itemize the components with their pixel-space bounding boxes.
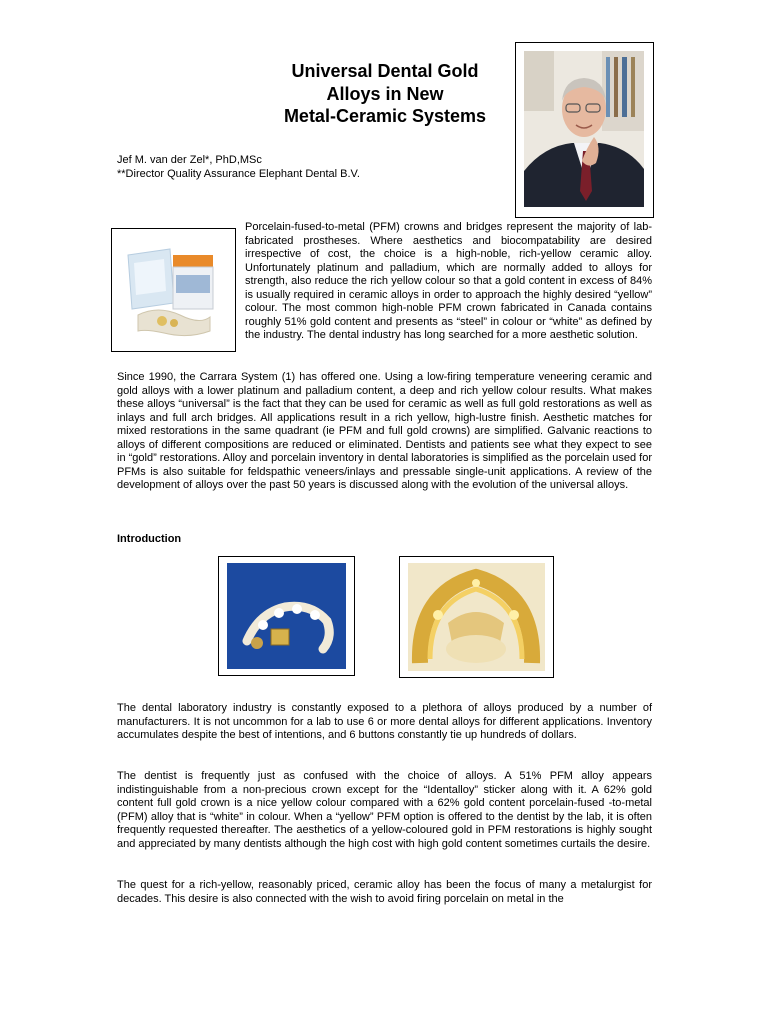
ceramic-crowns-on-blue-photo [227,563,346,669]
author-block [117,153,360,181]
body-paragraph-3: The dental laboratory industry is constantly exposed to a plethora of alloys produced by a number of manufacturers. It is not uncommon for a lab to use 6 or more dental alloys for different applications. Inventory accumulates despite the best of intentions, and 6 buttons constantly tie up hundreds of dollars. [117,702,652,741]
product-figure-frame [111,228,236,352]
author-affiliation: **Director Quality Assurance Elephant Dental B.V. [117,168,360,180]
title-line-3: Metal-Ceramic Systems [283,106,487,126]
intro-paragraph-2: Since 1990, the Carrara System (1) has offered one. Using a low-firing temperature veneering ceramic and gold alloys with a lower platinum and palladium content, a deep and rich yellow colour results. What makes these alloys “universal” is the fact that they can be used for ceramic as well as full gold restorations as well as inlays and full arch bridges. All applications result in a rich yellow, high-lustre finish. Aesthetic matches for mixed restorations in the same quadrant (ie PFM and full gold crowns) are simplified. Galvanic reactions to alloys of different compositions are reduced or eliminated. Dentists and patients see what they expect to see in “gold” restorations. Alloy and porcelain inventory in dental laboratories is simplified as the porcelain used for PFMs is also suitable for feldspathic veneers/inlays and pressable single-unit applications. A review of the development of alloys over the past 50 years is discussed along with the evolution of the universal alloys. [117,371,653,491]
title-line-1: Universal Dental Gold [291,61,479,81]
alloy-product-jar-photo [118,235,229,345]
body-paragraph-5: The quest for a rich-yellow, reasonably priced, ceramic alloy has been the focus of many a metalurgist for decades. This desire is also connected with the wish to avoid firing porcelain on metal in the [117,879,652,905]
intro-paragraph-1: Porcelain-fused-to-metal (PFM) crowns and bridges represent the majority of lab-fabricated prostheses. Where aesthetics and biocompatability are desired irrespective of cost, the choice is a high-noble, rich-yellow ceramic alloy. Unfortunately platinum and palladium, which are normally added to alloys for strength, also reduce the rich yellow colour so that a gold content in excess of 84% is usually required in ceramic alloys in order to approach the highly desired “yellow” colour. The most common high-noble PFM crown fabricated in Canada contains roughly 51% gold content and presents as “steel” in colour or “white” as defined by the industry. The dental industry has long searched for a more aesthetic solution. [245,221,652,341]
arch-figure-frame [399,556,554,678]
author-name: Jef M. van der Zel*, PhD,MSc [117,154,262,166]
article-title [250,60,520,128]
crowns-figure-frame [218,556,355,676]
section-heading-introduction: Introduction [117,533,182,545]
author-portrait-photo [524,51,644,207]
gold-arch-restoration-photo [408,563,545,671]
body-paragraph-4: The dentist is frequently just as confused with the choice of alloys. A 51% PFM alloy appears indistinguishable from a non-precious crown except for the “Identalloy” sticker along with it. A 62% gold content full gold crown is a nice yellow colour compared with a 62% gold content porcelain-fused -to-metal (PFM) alloy that is “white” in colour. When a “yellow” PFM option is offered to the dentist by the lab, it is often frequently requested thereafter. The aesthetics of a yellow-coloured gold in PFM restorations is highly sought and appreciated by many dentists although the high cost with high gold content sometimes curtails the desire. [117,770,652,850]
author-photo-frame [515,42,654,218]
title-line-2: Alloys in New [326,83,444,104]
